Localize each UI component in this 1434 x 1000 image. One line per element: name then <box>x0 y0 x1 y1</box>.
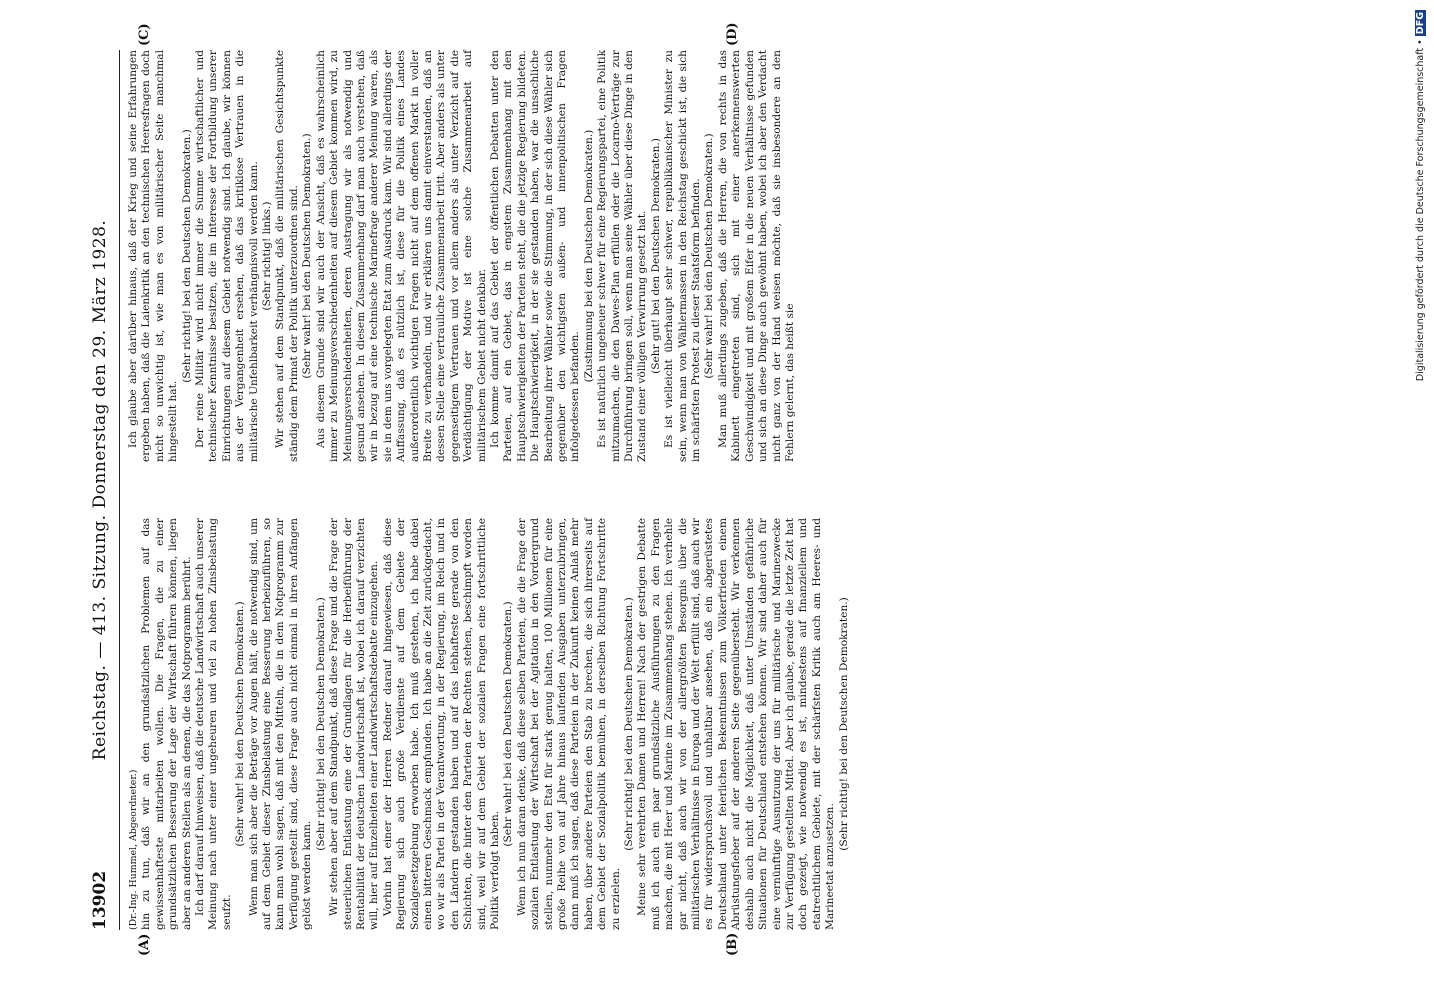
paragraph: Wir stehen aber auf dem Standpunkt, daß diese Frage und die Frage der steuerlichen Entlastung eine der Grundlagen für die Herbeiführung der Rentabilität der deutschen Landwirtschaft ist, wobei ich darauf verzichten will, hier auf Einzelheiten einer Landwirtschaftsdebatte einzugehen. <box>328 518 381 930</box>
dfg-sidebar <box>1412 10 1430 990</box>
margin-mark-c: (C) <box>137 23 152 46</box>
page-number: 13902 <box>90 870 110 930</box>
interjection: (Sehr wahr! bei den Deutschen Demokraten.) <box>703 133 716 379</box>
interjection: (Zustimmung bei den Deutschen Demokraten.) <box>582 129 595 383</box>
paragraph: hin zu tun, daß wir an den grundsätzlichen Problemen auf das gewissenhafteste mitarbeiten wollen. Die Fragen, die zu einer grundsätzlichen Besserung der Lage der Wirtschaft führen können, liegen aber an anderen Stellen als an denen, die das Notprogramm berührt. <box>140 518 193 930</box>
paragraph: Ich darf darauf hinweisen, daß die deutsche Landwirtschaft auch unserer Meinung nach unter einer ungeheuren und viel zu hohen Zinsbelastung seufzt. <box>194 518 233 930</box>
left-column <box>127 518 851 930</box>
right-column <box>127 50 797 462</box>
paragraph: Ich komme damit auf das Gebiet der öffentlichen Debatten unter den Parteien, auf ein Gebiet, das in engstem Zusammenhang mit den Hauptschwierigkeiten der Parteien steht, die die jetzige Regierung bildeten. Die Hauptschwierigkeit, in der sie gestanden haben, war die unsachliche Bearbeitung ihrer Wähler sowie die Stimmung, in der sich diese Wähler sich gegenüber den wichtigsten außen- und innenpolitischen Fragen infolgedessen befanden. <box>488 50 582 462</box>
paragraph: Meine sehr verehrten Damen und Herren! Nach der gestrigen Debatte muß ich auch ein paar grundsätzliche Ausführungen zu den Fragen machen, die mit Heer und Marine im Zusammenhang stehen. Ich verhehle gar nicht, daß auch wir von der allergrößten Besorgnis über die militärischen Verhältnisse in Europa und der Welt erfüllt sind, daß auch wir es für widerspruchsvoll und unhaltbar ansehen, daß ein abgerüstetes Deutschland unter feierlichen Bekenntnissen zum Völkerfrieden einem Abrüstungsfieber auf der anderen Seite gegenübersteht. Wir verkennen deshalb auch nicht die Möglichkeit, daß unter Umständen gefährliche Situationen für Deutschland entstehen können. Wir sind daher auch für eine vernünftige Ausnutzung der uns für militärische und Marinezwecke zur Verfügung gestellten Mittel. Aber ich glaube, gerade die letzte Zeit hat doch gezeigt, wie notwendig es ist, mindestens auf finanziellem und etatrechtlichem Gebiete, mit der schärfsten Kritik auch am Heeres- und Marineetat anzusetzen. <box>636 518 837 930</box>
interjection: (Sehr wahr! bei den Deutschen Demokraten.) <box>301 133 314 379</box>
paragraph: Vorhin hat einer der Herren Redner darauf hingewiesen, daß diese Regierung sich auch große Verdienste auf dem Gebiete der Sozialgesetzgebung erworben habe. Ich muß gestehen, ich habe dabei einen bitteren Geschmack empfunden. Ich habe an die Zeit zurückgedacht, wo wir als Partei in der Verantwortung, in der Regierung, im Reich und in den Ländern gestanden haben und auf das lebhafteste gerade von den Schichten, die hinter den Parteien der Rechten stehen, beschimpft worden sind, weil wir auf dem Gebiet der sozialen Fragen eine fortschrittliche Politik verfolgt haben. <box>381 518 501 930</box>
interjection: (Sehr richtig! links.) <box>261 201 274 311</box>
margin-mark-d: (D) <box>725 22 740 46</box>
interjection: (Sehr richtig! bei den Deutschen Demokraten.) <box>623 597 636 851</box>
page-header <box>85 50 120 930</box>
page-title: Reichstag. — 413. Sitzung. Donnerstag den 29. März 1928. <box>90 219 110 761</box>
speaker-note: (Dr.-Ing. Hummel, Abgeordneter.) <box>128 769 139 930</box>
interjection: (Sehr wahr! bei den Deutschen Demokraten.) <box>234 601 247 847</box>
paragraph: Es ist vielleicht überhaupt sehr schwer, republikanischer Minister zu sein, wenn man von Wählermassen in den Reichstag geschickt ist, die sich im schärfsten Protest zu dieser Staatsform befinden. <box>663 50 703 462</box>
paragraph: Wenn ich nun daran denke, daß diese selben Parteien, die die Frage der sozialen Entlastung der Wirtschaft bei der Agitation in den Vordergrund stellen, nunmehr den Etat für stark genug halten, 100 Millionen für eine große Reihe von auf Jahre hinaus laufenden Ausgaben unterzubringen, dann muß ich sagen, daß diese Parteien in der Zukunft keinen Anlaß mehr haben, über andere Parteien den Stab zu brechen, die sich ihrerseits auf dem Gebiet der Sozialpolitik bemühen, in derselben Richtung Fortschritte zu erzielen. <box>515 518 622 930</box>
interjection: (Sehr richtig! bei den Deutschen Demokraten.) <box>180 129 193 383</box>
dfg-logo: DFG <box>1415 12 1426 35</box>
paragraph: Wenn man sich aber die Beträge vor Augen hält, die notwendig sind, um auf dem Gebiet dieser Zinsbelastung eine Besserung herbeizuführen, so kann man wohl sagen, daß mit den Mitteln, die in dem Notprogramm zur Verfügung gestellt sind, diese Frage auch nicht einmal in ihren Anfängen gelöst werden kann. <box>247 518 314 930</box>
interjection: (Sehr wahr! bei den Deutschen Demokraten.) <box>502 601 515 847</box>
paragraph: Ich glaube aber darüber hinaus, daß der Krieg und seine Erfahrungen ergeben haben, daß die Laienkritik an den technischen Heeresfragen doch nicht so unwichtig ist, wie man es von militärischer Seite manchmal hingestellt hat. <box>127 50 180 462</box>
interjection: (Sehr richtig! bei den Deutschen Demokraten.) <box>314 597 327 851</box>
paragraph: Es ist natürlich ungeheuer schwer für eine Regierungspartei, eine Politik mitzumachen, die den Dawes-Plan erfüllen oder die Locarno-Verträge zur Durchführung bringen soll, wenn man seine Wähler über diese Dinge in den Zustand einer völligen Verwirrung gesetzt hat. <box>596 50 649 462</box>
dfg-credit: Digitalisierung gefördert durch die Deutsche Forschungsgemeinschaft • DFG <box>1415 12 1426 382</box>
interjection: (Sehr gut! bei den Deutschen Demokraten.) <box>649 138 662 374</box>
dfg-credit-text: Digitalisierung gefördert durch die Deutsche Forschungsgemeinschaft <box>1415 47 1426 382</box>
margin-mark-a: (A) <box>137 933 152 956</box>
paragraph: Aus diesem Grunde sind wir auch der Ansicht, daß es wahrscheinlich immer zu Meinungsverschiedenheiten auf diesem Gebiet kommen wird, zu Meinungsverschiedenheiten, deren Austragung wir als notwendig und gesund ansehen. In diesem Zusammenhang darf man auch verstehen, daß wir in bezug auf eine technische Marinefrage anderer Meinung waren, als sie in dem uns vorgelegten Etat zum Ausdruck kam. Wir sind allerdings der Auffassung, daß es nützlich ist, diese für die Politik eines Landes außerordentlich wichtigen Fragen nicht auf dem offenen Markt in voller Breite zu verhandeln, und wir erklären uns damit einverstanden, daß an dessen Stelle eine vertrauliche Zusammenarbeit tritt. Aber anders als unter gegenseitigem Vertrauen und vor allem anders als unter Verzicht auf die Verdächtigung der Motive ist eine solche Zusammenarbeit auf militärischem Gebiet nicht denkbar. <box>314 50 488 462</box>
margin-mark-b: (B) <box>725 932 740 956</box>
paragraph: Man muß allerdings zugeben, daß die Herren, die von rechts in das Kabinett eingetreten sind, sich mit einer anerkennenswerten Geschwindigkeit und mit großem Eifer in die neuen Verhältnisse gefunden und sich an diese Dinge auch gewöhnt haben, wobei ich aber den Verdacht nicht ganz von der Hand weisen möchte, daß sie insbesondere an den Fehlern gelernt, das heißt sie <box>716 50 796 462</box>
interjection: (Sehr richtig! bei den Deutschen Demokraten.) <box>837 597 850 851</box>
paragraph: Der reine Militär wird nicht immer die Summe wirtschaftlicher und technischer Kenntnisse besitzen, die im Interesse der Fortbildung unserer Einrichtungen auf diesem Gebiet notwendig sind. Ich glaube, wir können aus der Vergangenheit ersehen, daß das kritiklose Vertrauen in die militärische Unfehlbarkeit verhängnisvoll werden kann. <box>194 50 260 462</box>
paragraph: Wir stehen auf dem Standpunkt, daß die militärischen Gesichtspunkte ständig dem Primat der Politik unterzuordnen sind. <box>274 50 300 462</box>
document-page <box>85 22 1345 956</box>
